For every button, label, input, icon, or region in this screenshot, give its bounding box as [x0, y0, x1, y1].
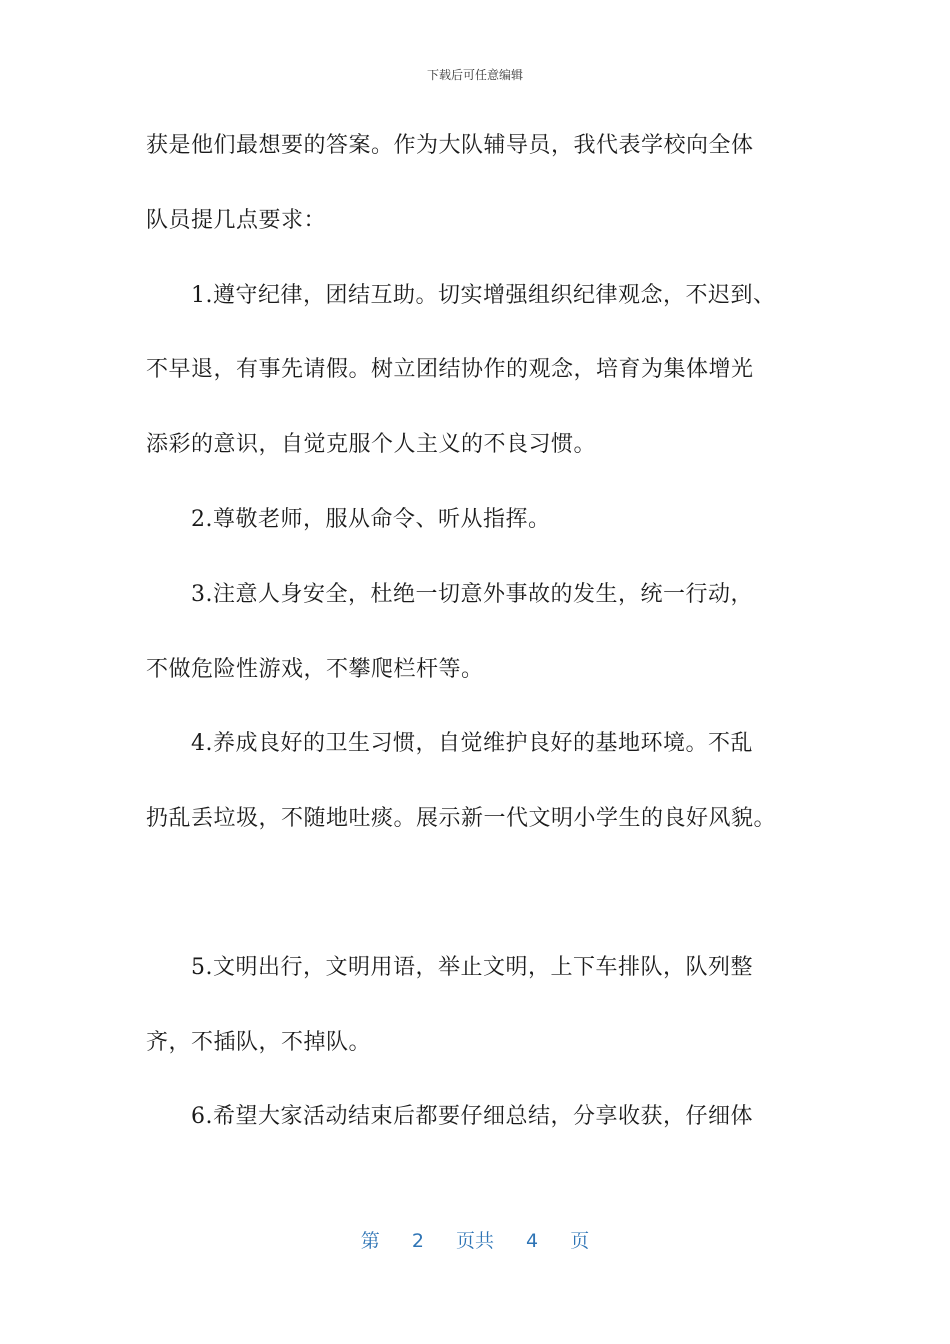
page-header: 下载后可任意编辑: [426, 68, 523, 82]
paragraph-line: 齐，不插队，不掉队。: [146, 1030, 372, 1055]
paragraph-line: 不早退，有事先请假。树立团结协作的观念，培育为集体增光: [146, 357, 754, 382]
page-footer: [0, 1226, 950, 1253]
paragraph-line: 不做危险性游戏，不攀爬栏杆等。: [146, 657, 484, 682]
paragraph-line: 3.注意人身安全，杜绝一切意外事故的发生，统一行动，: [146, 582, 753, 607]
paragraph-line: 4.养成良好的卫生习惯，自觉维护良好的基地环境。不乱: [146, 731, 753, 756]
paragraph-line: 6.希望大家活动结束后都要仔细总结，分享收获，仔细体: [146, 1104, 753, 1129]
paragraph-line: 添彩的意识，自觉克服个人主义的不良习惯。: [146, 432, 597, 457]
paragraph-line: 5.文明出行，文明用语，举止文明，上下车排队，队列整: [146, 955, 753, 980]
paragraph-line: 获是他们最想要的答案。作为大队辅导员，我代表学校向全体: [146, 133, 754, 158]
current-page-number: 2: [411, 1230, 424, 1252]
paragraph-line: 1.遵守纪律，团结互助。切实增强组织纪律观念，不迟到、: [146, 283, 776, 308]
page-suffix: 页: [570, 1230, 590, 1252]
paragraph-line: 扔乱丢垃圾，不随地吐痰。展示新一代文明小学生的良好风貌。: [146, 806, 777, 831]
page-mid: 页共: [455, 1230, 494, 1252]
paragraph-line: 2.尊敬老师，服从命令、听从指挥。: [146, 507, 551, 532]
total-pages-number: 4: [526, 1230, 539, 1252]
page-prefix: 第: [360, 1230, 380, 1252]
paragraph-line: 队员提几点要求：: [146, 208, 327, 233]
